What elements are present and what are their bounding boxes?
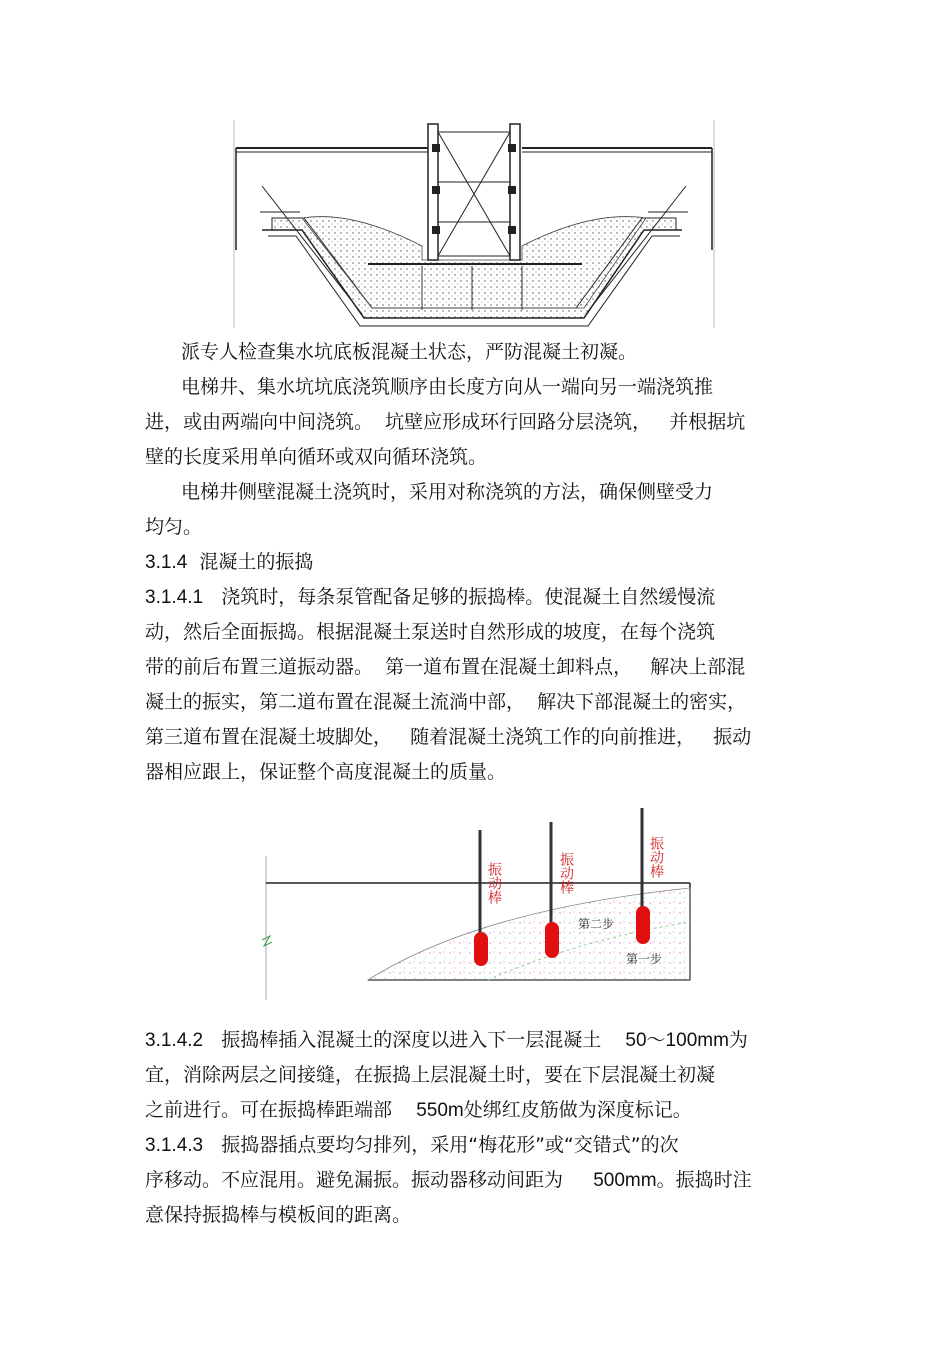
paragraph-pit-pouring-line2: 进，或由两端向中间浇筑。 坑壁应形成环行回路分层浇筑， 并根据坑 — [145, 411, 746, 433]
clause-text-end: 为 — [728, 1029, 748, 1051]
clause-text: 之前进行。可在振捣棒距端部 — [145, 1099, 393, 1121]
clause-number: 3.1.4.1 — [145, 587, 204, 608]
paragraph-inspection: 派专人检查集水坑底板混凝土状态，严防混凝土初凝。 — [181, 341, 638, 363]
rod-label-1: 振动棒 — [486, 862, 502, 904]
step-2-label: 第二步 — [578, 917, 615, 931]
step-1-label: 第一步 — [626, 952, 663, 966]
rod-label-3: 振动棒 — [648, 836, 664, 878]
clause-number: 3.1.4.3 — [145, 1135, 204, 1156]
vibrator-placement-drawing — [258, 800, 704, 1006]
clause-text: 振捣棒插入混凝土的深度以进入下一层混凝土 — [221, 1029, 602, 1051]
paragraph-pit-pouring-line3: 壁的长度采用单向循环或双向循环浇筑。 — [145, 446, 488, 468]
section-title: 混凝土的振捣 — [199, 551, 314, 573]
paragraph-sidewall-line1: 电梯井侧壁混凝土浇筑时，采用对称浇筑的方法，确保侧壁受力 — [181, 481, 714, 503]
rod-label-2: 振动棒 — [558, 852, 574, 894]
paragraph-pit-pouring-line1: 电梯井、集水坑坑底浇筑顺序由长度方向从一端向另一端浇筑推 — [181, 376, 714, 398]
clause-3-1-4-1-line6: 器相应跟上，保证整个高度混凝土的质量。 — [145, 761, 507, 783]
clause-text: 振捣器插点要均匀排列，采用“梅花形”或“交错式”的次 — [221, 1134, 679, 1156]
section-number: 3.1.4 — [145, 552, 188, 573]
section-heading-3-1-4 — [145, 549, 313, 576]
mark-distance: 550m — [416, 1100, 464, 1121]
clause-text: 浇筑时，每条泵管配备足够的振捣棒。使混凝土自然缓慢流 — [221, 586, 716, 608]
clause-3-1-4-2-line1 — [145, 1027, 748, 1054]
move-spacing: 500mm — [593, 1170, 657, 1191]
clause-text-end: 。振捣时注 — [656, 1169, 752, 1191]
paragraph-sidewall-line2: 均匀。 — [145, 516, 203, 538]
clause-3-1-4-2-line2: 宜，消除两层之间接缝，在振捣上层混凝土时，要在下层混凝土初凝 — [145, 1064, 716, 1086]
clause-3-1-4-1-line5: 第三道布置在混凝土坡脚处， 随着混凝土浇筑工作的向前推进， 振动 — [145, 726, 752, 748]
clause-3-1-4-3-line1 — [145, 1132, 679, 1159]
clause-3-1-4-1-line2: 动，然后全面振捣。根据混凝土泵送时自然形成的坡度，在每个浇筑 — [145, 621, 716, 643]
clause-3-1-4-3-line3: 意保持振捣棒与模板间的距离。 — [145, 1204, 412, 1226]
clause-number: 3.1.4.2 — [145, 1030, 204, 1051]
clause-3-1-4-1-line4: 凝土的振实，第二道布置在混凝土流淌中部， 解决下部混凝土的密实， — [145, 691, 747, 713]
clause-3-1-4-2-line3 — [145, 1097, 692, 1124]
clause-3-1-4-3-line2 — [145, 1167, 752, 1194]
clause-3-1-4-1-line3: 带的前后布置三道振动器。 第一道布置在混凝土卸料点， 解决上部混 — [145, 656, 746, 678]
clause-3-1-4-1-line1 — [145, 584, 715, 611]
clause-text-end: 处绑红皮筋做为深度标记。 — [463, 1099, 692, 1121]
depth-range: 50～100mm — [625, 1030, 729, 1051]
sump-pit-section-drawing — [232, 118, 716, 330]
clause-text: 序移动。不应混用。避免漏振。振动器移动间距为 — [145, 1169, 564, 1191]
